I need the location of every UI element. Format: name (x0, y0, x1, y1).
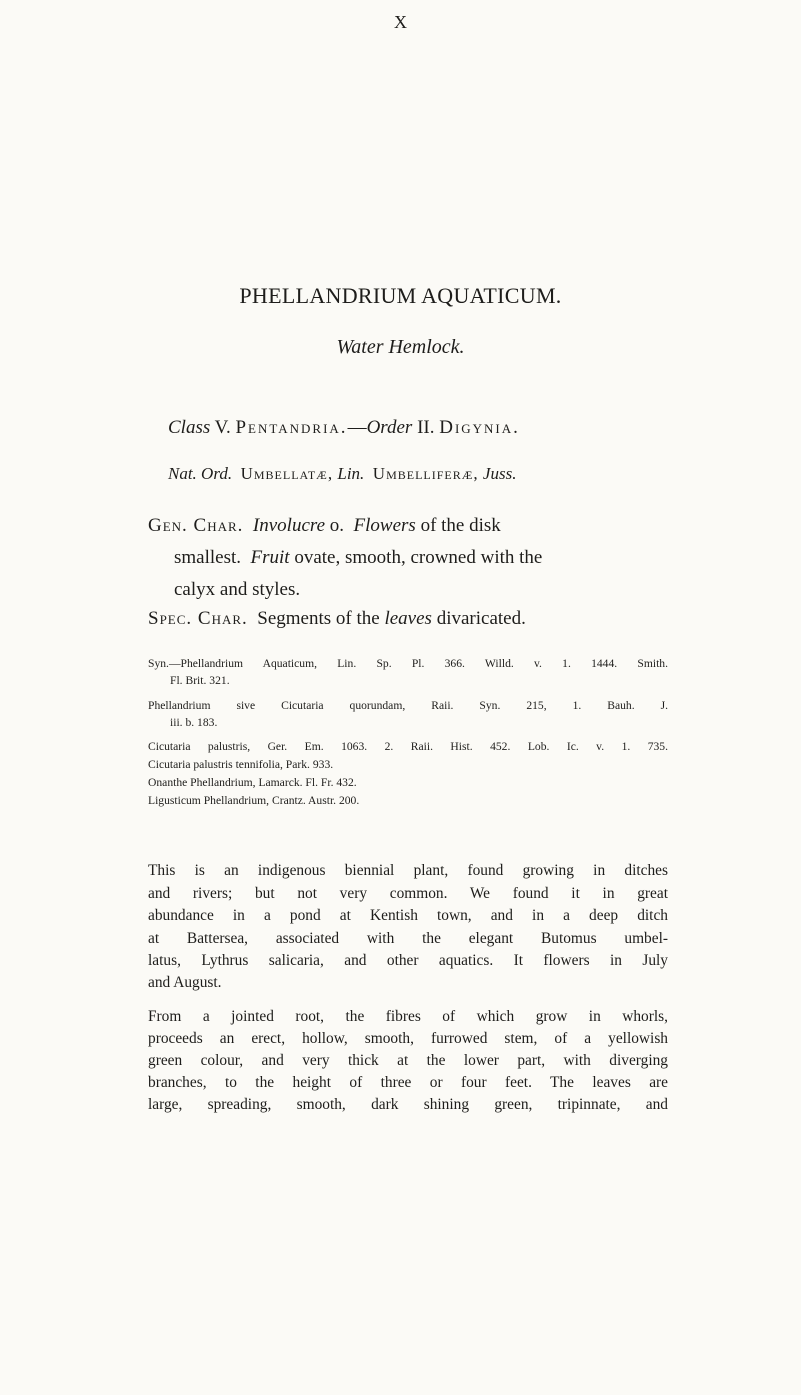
plate-number: X (394, 12, 407, 32)
spec-char-text-b: divaricated. (436, 608, 526, 629)
involucre-label: Involucre (252, 515, 326, 536)
synonym-line: Cicutaria palustris, Ger. Em. 1063. 2. Raii. Hist. 452. Lob. Ic. v. 1. 735. (148, 740, 668, 753)
flowers-label: Flowers (353, 515, 416, 536)
synonym-line: Ligusticum Phellandrium, Crantz. Austr. 200. (148, 794, 360, 807)
page-title: PHELLANDRIUM AQUATICUM. (239, 283, 562, 308)
class-dash: — (347, 417, 367, 438)
generic-character (148, 510, 668, 606)
body-text-line: green colour, and very thick at the lower part, with diverging (148, 1052, 668, 1069)
body-text-line: latus, Lythrus salicaria, and other aquatics. It flowers in July (148, 952, 668, 969)
synonym-line: Cicutaria palustris tennifolia, Park. 933. (148, 758, 334, 771)
gen-char-label: Gen. Char. (148, 515, 244, 536)
common-name: Water Hemlock. (336, 336, 465, 358)
body-text-line: abundance in a pond at Kentish town, and in a deep ditch (148, 907, 668, 924)
body-text-line: This is an indigenous biennial plant, found growing in ditches (148, 862, 668, 879)
fruit-text: ovate, smooth, crowned with the (294, 547, 543, 568)
synonym-line: Syn.—Phellandrium Aquaticum, Lin. Sp. Pl. 366. Willd. v. 1. 1444. Smith. (148, 657, 668, 670)
involucre-value: o. (329, 515, 345, 536)
nat-ord-label: Nat. Ord. (168, 464, 233, 483)
body-text-line: and August. (148, 974, 222, 991)
nat-ord-1-author: Lin. (337, 464, 365, 483)
body-text-line: large, spreading, smooth, dark shining green, tripinnate, and (148, 1096, 668, 1113)
gen-char-line3: calyx and styles. (174, 579, 301, 600)
order-name: Digynia. (439, 417, 520, 438)
synonym-line: Onanthe Phellandrium, Lamarck. Fl. Fr. 432. (148, 776, 357, 789)
spec-char-leaves: leaves (384, 608, 432, 629)
nat-ord-1: Umbellatæ, (240, 464, 334, 483)
class-label: Class (168, 417, 211, 438)
body-text-line: at Battersea, associated with the elegant Butomus umbel- (148, 930, 668, 947)
nat-ord-2: Umbelliferæ, (372, 464, 479, 483)
specific-character (148, 608, 526, 630)
body-text-line: From a jointed root, the fibres of which grow in whorls, (148, 1008, 668, 1025)
spec-char-label: Spec. Char. (148, 608, 248, 629)
synonym-line: Fl. Brit. 321. (170, 674, 230, 687)
body-text-line: and rivers; but not very common. We found it in great (148, 885, 668, 902)
natural-order-line (168, 464, 516, 484)
class-name: Pentandria. (235, 417, 348, 438)
flowers-text: of the disk (420, 515, 501, 536)
nat-ord-2-author: Juss. (482, 464, 517, 483)
class-value: V. (214, 417, 231, 438)
gen-char-line2: smallest. (174, 547, 242, 568)
body-text-line: proceeds an erect, hollow, smooth, furrowed stem, of a yellowish (148, 1030, 668, 1047)
order-value: II. (417, 417, 435, 438)
body-text-line: branches, to the height of three or four feet. The leaves are (148, 1074, 668, 1091)
order-label: Order (366, 417, 413, 438)
spec-char-text-a: Segments of the (257, 608, 380, 629)
class-line (168, 417, 520, 439)
synonym-line: iii. b. 183. (170, 716, 218, 729)
synonym-line: Phellandrium sive Cicutaria quorundam, Raii. Syn. 215, 1. Bauh. J. (148, 699, 668, 712)
fruit-label: Fruit (250, 547, 290, 568)
